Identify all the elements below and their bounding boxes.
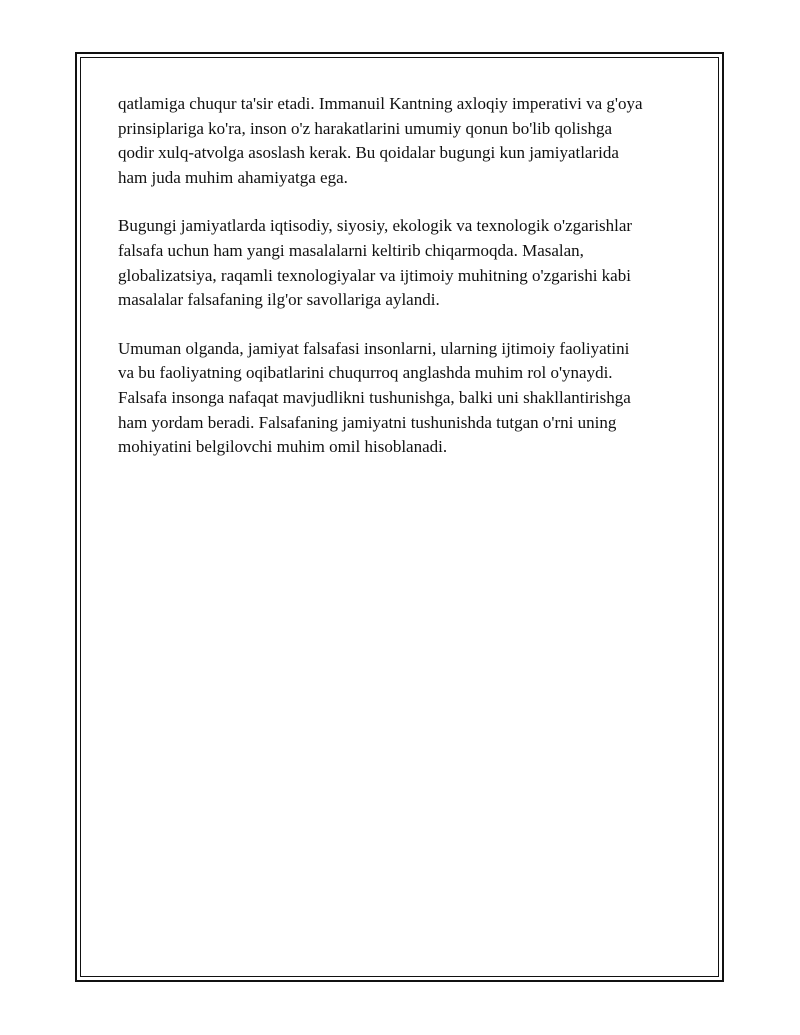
text-line: masalalar falsafaning ilg'or savollariga aylandi.	[118, 290, 440, 310]
paragraph-2	[118, 214, 688, 312]
text-line: qodir xulq-atvolga asoslash kerak. Bu qoidalar bugungi kun jamiyatlarida	[118, 143, 619, 163]
text-line: prinsiplariga ko'ra, inson o'z harakatlarini umumiy qonun bo'lib qolishga	[118, 118, 613, 138]
document-body	[118, 92, 688, 484]
text-line: ham juda muhim ahamiyatga ega.	[118, 167, 348, 187]
text-line: mohiyatini belgilovchi muhim omil hisoblanadi.	[118, 437, 448, 457]
text-line: ham yordam beradi. Falsafaning jamiyatni tushunishda tutgan o'rni uning	[118, 412, 617, 432]
paragraph-3	[118, 337, 688, 460]
paragraph-1	[118, 92, 688, 190]
text-line: Falsafa insonga nafaqat mavjudlikni tushunishga, balki uni shakllantirishga	[118, 387, 631, 407]
text-line: falsafa uchun ham yangi masalalarni keltirib chiqarmoqda. Masalan,	[118, 240, 584, 260]
text-line: va bu faoliyatning oqibatlarini chuqurroq anglashda muhim rol o'ynaydi.	[118, 363, 613, 383]
text-line: globalizatsiya, raqamli texnologiyalar va ijtimoiy muhitning o'zgarishi kabi	[118, 265, 631, 285]
text-line: qatlamiga chuqur ta'sir etadi. Immanuil Kantning axloqiy imperativi va g'oya	[118, 94, 643, 113]
text-line: Bugungi jamiyatlarda iqtisodiy, siyosiy, ekologik va texnologik o'zgarishlar	[118, 216, 633, 236]
text-line: Umuman olganda, jamiyat falsafasi insonlarni, ularning ijtimoiy faoliyatini	[118, 338, 630, 358]
